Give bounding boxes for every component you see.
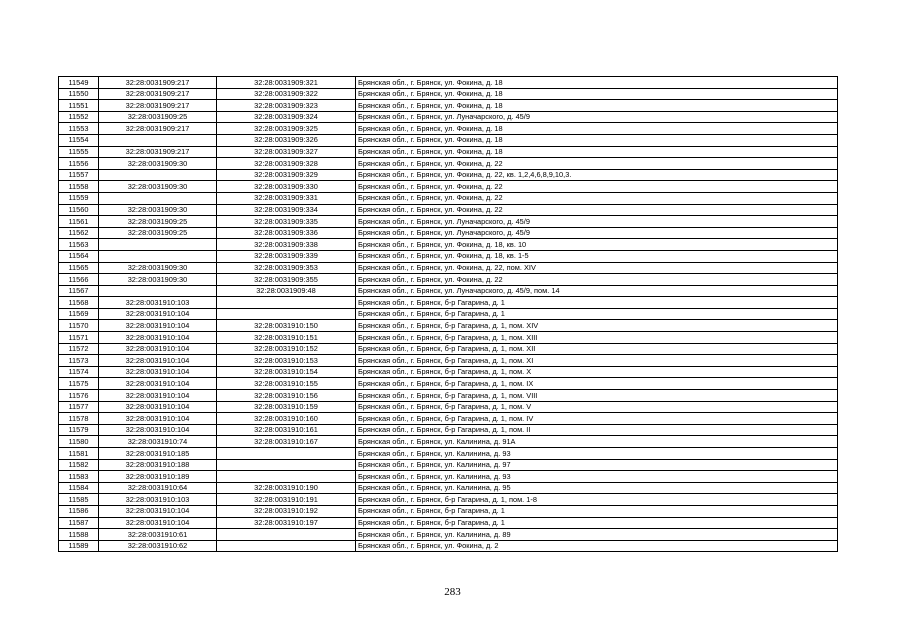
table-row: [59, 482, 838, 494]
cell-cadastral-number: 32:28:0031910:151: [217, 332, 356, 344]
cell-cadastral-number: 32:28:0031910:197: [217, 517, 356, 529]
cell-address: Брянская обл., г. Брянск, ул. Фокина, д. 22: [356, 181, 838, 193]
cell-cadastral-number: 32:28:0031909:48: [217, 285, 356, 297]
cell-parent-cadastral-number: 32:28:0031910:104: [99, 320, 217, 332]
cell-parent-cadastral-number: 32:28:0031910:103: [99, 494, 217, 506]
cell-cadastral-number: [217, 308, 356, 320]
cell-cadastral-number: 32:28:0031909:329: [217, 169, 356, 181]
cell-cadastral-number: 32:28:0031909:328: [217, 158, 356, 170]
cell-row-number: 11552: [59, 111, 99, 123]
cell-row-number: 11565: [59, 262, 99, 274]
cell-row-number: 11575: [59, 378, 99, 390]
cell-row-number: 11573: [59, 355, 99, 367]
table-row: [59, 297, 838, 309]
cell-row-number: 11588: [59, 529, 99, 541]
cell-row-number: 11558: [59, 181, 99, 193]
cell-cadastral-number: 32:28:0031909:321: [217, 77, 356, 89]
table-row: [59, 192, 838, 204]
cell-cadastral-number: 32:28:0031910:160: [217, 413, 356, 425]
cell-cadastral-number: 32:28:0031909:331: [217, 192, 356, 204]
cell-address: Брянская обл., г. Брянск, ул. Фокина, д. 22: [356, 192, 838, 204]
cell-address: Брянская обл., г. Брянск, ул. Калинина, д. 95: [356, 482, 838, 494]
cell-row-number: 11564: [59, 250, 99, 262]
cell-parent-cadastral-number: 32:28:0031910:104: [99, 390, 217, 402]
cell-address: Брянская обл., г. Брянск, ул. Фокина, д. 18: [356, 88, 838, 100]
cell-address: Брянская обл., г. Брянск, ул. Фокина, д. 22: [356, 204, 838, 216]
table-row: [59, 366, 838, 378]
cell-parent-cadastral-number: 32:28:0031910:185: [99, 448, 217, 460]
table-row: [59, 332, 838, 344]
table-row: [59, 494, 838, 506]
cell-row-number: 11567: [59, 285, 99, 297]
cell-address: Брянская обл., г. Брянск, ул. Фокина, д. 22, пом. XIV: [356, 262, 838, 274]
cell-address: Брянская обл., г. Брянск, ул. Калинина, д. 97: [356, 459, 838, 471]
cell-cadastral-number: 32:28:0031909:339: [217, 250, 356, 262]
cell-cadastral-number: 32:28:0031909:353: [217, 262, 356, 274]
table-row: [59, 401, 838, 413]
cell-address: Брянская обл., г. Брянск, ул. Луначарского, д. 45/9: [356, 227, 838, 239]
cell-row-number: 11587: [59, 517, 99, 529]
cell-parent-cadastral-number: [99, 192, 217, 204]
cell-address: Брянская обл., г. Брянск, ул. Фокина, д. 22: [356, 274, 838, 286]
cell-row-number: 11586: [59, 505, 99, 517]
cell-parent-cadastral-number: 32:28:0031909:25: [99, 227, 217, 239]
cell-cadastral-number: [217, 471, 356, 483]
cell-address: Брянская обл., г. Брянск, ул. Калинина, д. 93: [356, 448, 838, 460]
cell-address: Брянская обл., г. Брянск, ул. Фокина, д. 18: [356, 100, 838, 112]
cell-address: Брянская обл., г. Брянск, б-р Гагарина, д. 1, пом. II: [356, 424, 838, 436]
cell-address: Брянская обл., г. Брянск, ул. Фокина, д. 22: [356, 158, 838, 170]
cell-parent-cadastral-number: 32:28:0031910:104: [99, 355, 217, 367]
table-row: [59, 517, 838, 529]
cell-cadastral-number: 32:28:0031909:325: [217, 123, 356, 135]
table-row: [59, 204, 838, 216]
table-row: [59, 111, 838, 123]
cell-parent-cadastral-number: 32:28:0031910:188: [99, 459, 217, 471]
cell-address: Брянская обл., г. Брянск, ул. Фокина, д. 18: [356, 77, 838, 89]
cell-cadastral-number: 32:28:0031909:334: [217, 204, 356, 216]
cell-parent-cadastral-number: 32:28:0031910:104: [99, 366, 217, 378]
table-row: [59, 459, 838, 471]
cell-address: Брянская обл., г. Брянск, б-р Гагарина, д. 1, пом. V: [356, 401, 838, 413]
cell-cadastral-number: 32:28:0031910:190: [217, 482, 356, 494]
cell-parent-cadastral-number: 32:28:0031910:104: [99, 517, 217, 529]
cell-row-number: 11585: [59, 494, 99, 506]
cell-row-number: 11570: [59, 320, 99, 332]
cell-address: Брянская обл., г. Брянск, ул. Фокина, д. 22, кв. 1,2,4,6,8,9,10,3.: [356, 169, 838, 181]
cell-row-number: 11566: [59, 274, 99, 286]
cell-parent-cadastral-number: 32:28:0031910:104: [99, 308, 217, 320]
cell-row-number: 11572: [59, 343, 99, 355]
table-row: [59, 146, 838, 158]
cell-parent-cadastral-number: 32:28:0031910:62: [99, 540, 217, 552]
cell-address: Брянская обл., г. Брянск, ул. Калинина, д. 89: [356, 529, 838, 541]
cell-cadastral-number: 32:28:0031909:330: [217, 181, 356, 193]
table-row: [59, 123, 838, 135]
page-number: 283: [444, 586, 461, 598]
cell-cadastral-number: [217, 540, 356, 552]
table-row: [59, 77, 838, 89]
table-row: [59, 505, 838, 517]
table-row: [59, 529, 838, 541]
cell-parent-cadastral-number: 32:28:0031909:30: [99, 158, 217, 170]
cell-parent-cadastral-number: 32:28:0031909:30: [99, 204, 217, 216]
table-row: [59, 436, 838, 448]
table-row: [59, 134, 838, 146]
table-row: [59, 471, 838, 483]
table-row: [59, 158, 838, 170]
cell-row-number: 11563: [59, 239, 99, 251]
table-row: [59, 424, 838, 436]
cell-row-number: 11550: [59, 88, 99, 100]
cell-row-number: 11584: [59, 482, 99, 494]
cell-row-number: 11578: [59, 413, 99, 425]
table-row: [59, 308, 838, 320]
table-row: [59, 320, 838, 332]
cell-cadastral-number: 32:28:0031909:335: [217, 216, 356, 228]
cell-row-number: 11560: [59, 204, 99, 216]
cell-cadastral-number: [217, 297, 356, 309]
cell-cadastral-number: 32:28:0031909:336: [217, 227, 356, 239]
cell-parent-cadastral-number: [99, 169, 217, 181]
cell-row-number: 11568: [59, 297, 99, 309]
cell-parent-cadastral-number: [99, 250, 217, 262]
cell-row-number: 11561: [59, 216, 99, 228]
cell-row-number: 11559: [59, 192, 99, 204]
cell-row-number: 11549: [59, 77, 99, 89]
cell-address: Брянская обл., г. Брянск, б-р Гагарина, д. 1, пом. XII: [356, 343, 838, 355]
cell-row-number: 11556: [59, 158, 99, 170]
table-row: [59, 216, 838, 228]
cell-cadastral-number: 32:28:0031909:355: [217, 274, 356, 286]
cell-parent-cadastral-number: [99, 285, 217, 297]
cell-row-number: 11582: [59, 459, 99, 471]
table-row: [59, 100, 838, 112]
cell-parent-cadastral-number: 32:28:0031909:30: [99, 181, 217, 193]
cell-address: Брянская обл., г. Брянск, ул. Луначарского, д. 45/9: [356, 216, 838, 228]
cell-address: Брянская обл., г. Брянск, ул. Луначарского, д. 45/9: [356, 111, 838, 123]
cell-parent-cadastral-number: 32:28:0031910:104: [99, 505, 217, 517]
cell-cadastral-number: 32:28:0031910:150: [217, 320, 356, 332]
cell-address: Брянская обл., г. Брянск, б-р Гагарина, д. 1, пом. IX: [356, 378, 838, 390]
cell-parent-cadastral-number: 32:28:0031910:104: [99, 401, 217, 413]
cell-parent-cadastral-number: [99, 239, 217, 251]
cell-parent-cadastral-number: 32:28:0031909:217: [99, 100, 217, 112]
cell-parent-cadastral-number: 32:28:0031909:217: [99, 146, 217, 158]
cell-row-number: 11557: [59, 169, 99, 181]
registry-table: [58, 76, 838, 552]
table-row: [59, 390, 838, 402]
table-row: [59, 274, 838, 286]
cell-parent-cadastral-number: 32:28:0031909:30: [99, 262, 217, 274]
cell-parent-cadastral-number: 32:28:0031910:104: [99, 332, 217, 344]
cell-cadastral-number: [217, 448, 356, 460]
table-row: [59, 181, 838, 193]
registry-table-body: [59, 77, 838, 552]
cell-parent-cadastral-number: 32:28:0031910:103: [99, 297, 217, 309]
cell-cadastral-number: 32:28:0031909:324: [217, 111, 356, 123]
cell-cadastral-number: 32:28:0031910:192: [217, 505, 356, 517]
cell-address: Брянская обл., г. Брянск, ул. Фокина, д. 18: [356, 146, 838, 158]
cell-parent-cadastral-number: 32:28:0031909:217: [99, 123, 217, 135]
cell-cadastral-number: 32:28:0031910:153: [217, 355, 356, 367]
cell-cadastral-number: 32:28:0031910:154: [217, 366, 356, 378]
cell-row-number: 11553: [59, 123, 99, 135]
cell-row-number: 11574: [59, 366, 99, 378]
cell-row-number: 11551: [59, 100, 99, 112]
cell-cadastral-number: 32:28:0031909:327: [217, 146, 356, 158]
cell-cadastral-number: 32:28:0031910:152: [217, 343, 356, 355]
cell-row-number: 11571: [59, 332, 99, 344]
cell-cadastral-number: 32:28:0031910:167: [217, 436, 356, 448]
cell-parent-cadastral-number: 32:28:0031909:25: [99, 111, 217, 123]
cell-cadastral-number: 32:28:0031909:338: [217, 239, 356, 251]
cell-parent-cadastral-number: 32:28:0031910:189: [99, 471, 217, 483]
cell-address: Брянская обл., г. Брянск, б-р Гагарина, д. 1, пом. VIII: [356, 390, 838, 402]
cell-row-number: 11577: [59, 401, 99, 413]
cell-row-number: 11589: [59, 540, 99, 552]
cell-address: Брянская обл., г. Брянск, б-р Гагарина, д. 1, пом. X: [356, 366, 838, 378]
cell-address: Брянская обл., г. Брянск, б-р Гагарина, д. 1, пом. XIII: [356, 332, 838, 344]
cell-parent-cadastral-number: 32:28:0031910:104: [99, 413, 217, 425]
cell-address: Брянская обл., г. Брянск, б-р Гагарина, д. 1: [356, 517, 838, 529]
cell-address: Брянская обл., г. Брянск, б-р Гагарина, д. 1: [356, 297, 838, 309]
table-row: [59, 448, 838, 460]
cell-address: Брянская обл., г. Брянск, ул. Фокина, д. 18: [356, 123, 838, 135]
cell-row-number: 11562: [59, 227, 99, 239]
cell-address: Брянская обл., г. Брянск, ул. Калинина, д. 91А: [356, 436, 838, 448]
table-row: [59, 378, 838, 390]
cell-parent-cadastral-number: 32:28:0031910:74: [99, 436, 217, 448]
table-row: [59, 88, 838, 100]
cell-cadastral-number: [217, 459, 356, 471]
cell-address: Брянская обл., г. Брянск, ул. Луначарского, д. 45/9, пом. 14: [356, 285, 838, 297]
cell-cadastral-number: 32:28:0031909:322: [217, 88, 356, 100]
cell-cadastral-number: 32:28:0031910:156: [217, 390, 356, 402]
table-row: [59, 227, 838, 239]
cell-cadastral-number: 32:28:0031909:323: [217, 100, 356, 112]
cell-row-number: 11583: [59, 471, 99, 483]
cell-address: Брянская обл., г. Брянск, б-р Гагарина, д. 1, пом. IV: [356, 413, 838, 425]
cell-address: Брянская обл., г. Брянск, б-р Гагарина, д. 1: [356, 505, 838, 517]
cell-row-number: 11576: [59, 390, 99, 402]
cell-row-number: 11581: [59, 448, 99, 460]
table-row: [59, 355, 838, 367]
cell-parent-cadastral-number: 32:28:0031909:30: [99, 274, 217, 286]
table-row: [59, 262, 838, 274]
cell-address: Брянская обл., г. Брянск, ул. Фокина, д. 18: [356, 134, 838, 146]
cell-parent-cadastral-number: 32:28:0031910:61: [99, 529, 217, 541]
cell-address: Брянская обл., г. Брянск, б-р Гагарина, д. 1, пом. XIV: [356, 320, 838, 332]
table-row: [59, 285, 838, 297]
cell-parent-cadastral-number: 32:28:0031909:25: [99, 216, 217, 228]
cell-cadastral-number: 32:28:0031910:159: [217, 401, 356, 413]
cell-parent-cadastral-number: 32:28:0031909:217: [99, 88, 217, 100]
cell-cadastral-number: 32:28:0031910:191: [217, 494, 356, 506]
cell-parent-cadastral-number: 32:28:0031910:104: [99, 343, 217, 355]
cell-address: Брянская обл., г. Брянск, ул. Фокина, д. 2: [356, 540, 838, 552]
table-row: [59, 413, 838, 425]
cell-address: Брянская обл., г. Брянск, б-р Гагарина, д. 1: [356, 308, 838, 320]
cell-parent-cadastral-number: 32:28:0031910:104: [99, 424, 217, 436]
cell-parent-cadastral-number: 32:28:0031910:104: [99, 378, 217, 390]
cell-parent-cadastral-number: 32:28:0031910:64: [99, 482, 217, 494]
cell-address: Брянская обл., г. Брянск, ул. Калинина, д. 93: [356, 471, 838, 483]
cell-parent-cadastral-number: 32:28:0031909:217: [99, 77, 217, 89]
cell-row-number: 11555: [59, 146, 99, 158]
cell-parent-cadastral-number: [99, 134, 217, 146]
cell-address: Брянская обл., г. Брянск, ул. Фокина, д. 18, кв. 1-5: [356, 250, 838, 262]
cell-row-number: 11554: [59, 134, 99, 146]
cell-row-number: 11569: [59, 308, 99, 320]
cell-row-number: 11580: [59, 436, 99, 448]
table-row: [59, 250, 838, 262]
table-row: [59, 540, 838, 552]
table-row: [59, 239, 838, 251]
cell-cadastral-number: 32:28:0031910:161: [217, 424, 356, 436]
cell-cadastral-number: [217, 529, 356, 541]
cell-address: Брянская обл., г. Брянск, б-р Гагарина, д. 1, пом. XI: [356, 355, 838, 367]
cell-address: Брянская обл., г. Брянск, ул. Фокина, д. 18, кв. 10: [356, 239, 838, 251]
table-row: [59, 169, 838, 181]
table-row: [59, 343, 838, 355]
cell-cadastral-number: 32:28:0031910:155: [217, 378, 356, 390]
cell-row-number: 11579: [59, 424, 99, 436]
cell-address: Брянская обл., г. Брянск, б-р Гагарина, д. 1, пом. 1-8: [356, 494, 838, 506]
cell-cadastral-number: 32:28:0031909:326: [217, 134, 356, 146]
